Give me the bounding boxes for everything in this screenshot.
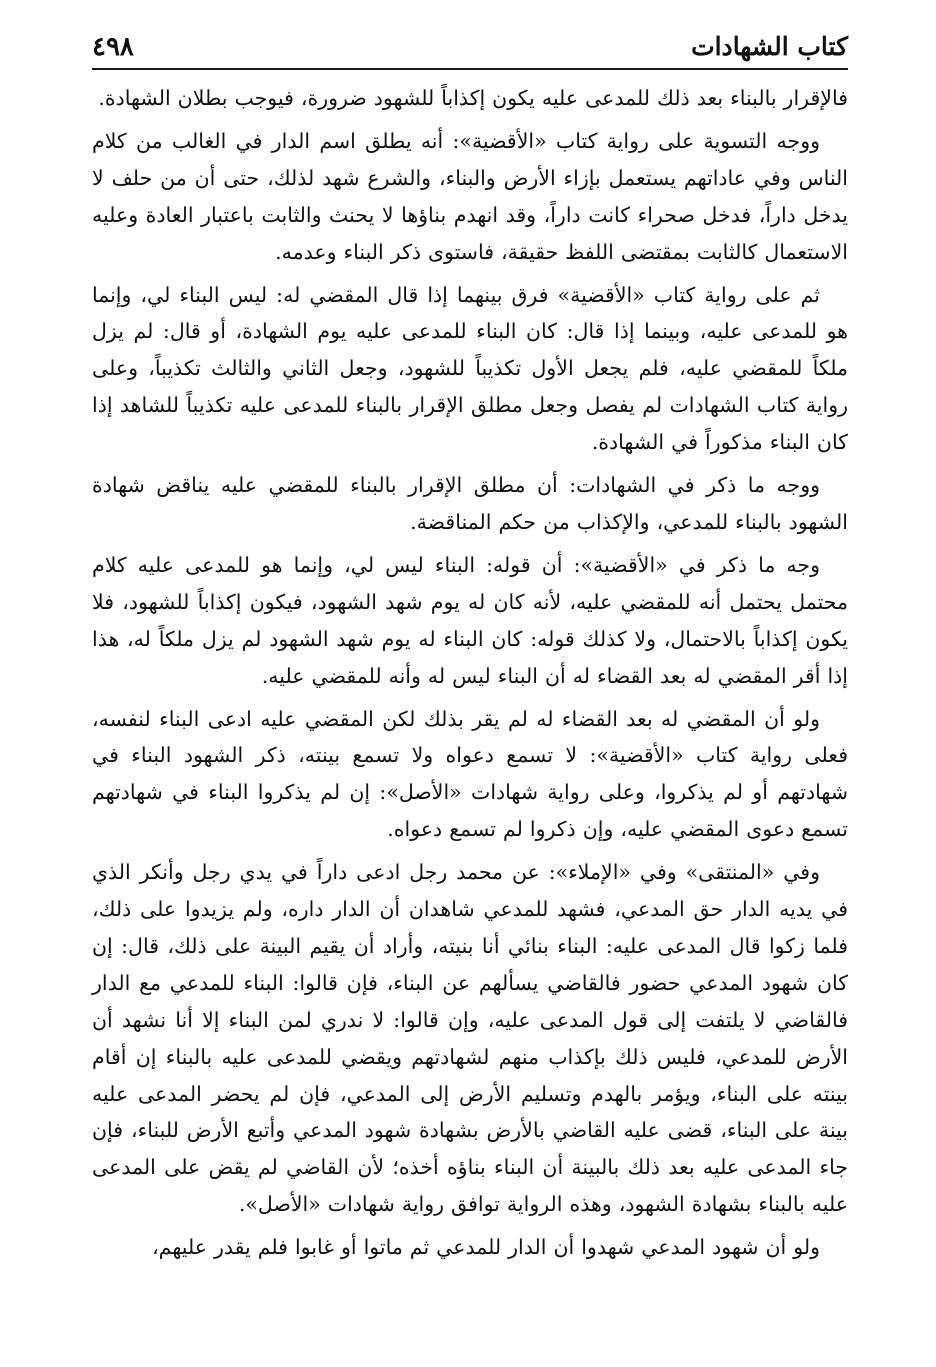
paragraph: ووجه ما ذكر في الشهادات: أن مطلق الإقرار بالبناء للمقضي عليه يناقض شهادة الشهود بالبناء للمدعي، والإكذاب من حكم المناقضة. [92,473,848,534]
running-header [92,28,848,70]
body-text [92,80,848,1266]
paragraph: ووجه التسوية على رواية كتاب «الأقضية»: أنه يطلق اسم الدار في الغالب من كلام الناس وفي عاداتهم يستعمل بإزاء الأرض والبناء، والشرع شهد لذلك، حتى أن من حلف لا يدخل داراً، فدخل صحراء كانت داراً، وقد انهدم بناؤها لا يحنث والثابت باعتبار العادة وعليه الاستعمال كالثابت بمقتضى اللفظ حقيقة، فاستوى ذكر البناء وعدمه. [92,128,848,264]
book-page [92,28,848,1348]
paragraph: وجه ما ذكر في «الأقضية»: أن قوله: البناء ليس لي، وإنما هو للمدعى عليه كلام محتمل يحتمل أنه للمقضي عليه، لأنه كان له يوم شهد الشهود، فيكون إكذاباً للشهود، فلا يكون إكذاباً بالاحتمال، ولا كذلك قوله: كان البناء له يوم شهد الشهود لم يزل ملكاً له، هذا إذا أقر المقضي له بعد القضاء له أن البناء ليس له وأنه للمقضي عليه. [92,552,848,688]
paragraph: ولو أن شهود المدعي شهدوا أن الدار للمدعي ثم ماتوا أو غابوا فلم يقدر عليهم، [152,1235,820,1260]
page-number: ٤٩٨ [92,32,134,62]
paragraph: ثم على رواية كتاب «الأقضية» فرق بينهما إذا قال المقضي له: ليس البناء لي، وإنما هو للمدعى عليه، وبينما إذا قال: كان البناء للمدعى عليه يوم الشهادة، أو قال: لم يزل ملكاً للمقضي عليه، فلم يجعل الأول تكذيباً للشهود، وجعل الثاني والثالث تكذيباً، وعلى رواية كتاب الشهادات لم يفصل وجعل مطلق الإقرار بالبناء للمدعى عليه تكذيباً للشاهد إذا كان البناء مذكوراً في الشهادة. [92,282,848,455]
paragraph: فالإقرار بالبناء بعد ذلك للمدعى عليه يكون إكذاباً للشهود ضرورة، فيوجب بطلان الشهادة. [98,86,848,110]
running-title: كتاب الشهادات [691,32,848,61]
paragraph: وفي «المنتقى» وفي «الإملاء»: عن محمد رجل ادعى داراً في يدي رجل وأنكر الذي في يديه الدار حق المدعي، فشهد للمدعي شاهدان أن الدار داره، ولم يزيدوا على ذلك، فلما زكوا قال المدعى عليه: البناء بنائي أنا بنيته، وأراد أن يقيم البينة على ذلك، قال: إن كان شهود المدعي حضور فالقاضي يسألهم عن البناء، فإن قالوا: البناء للمدعي مع الدار فالقاضي لا يلتفت إلى قول المدعى عليه، وإن قالوا: لا ندري لمن البناء إلا أنا نشهد أن الأرض للمدعي، فليس ذلك بإكذاب منهم لشهادتهم ويقضي للمدعى عليه بالبناء إن أقام بينته على البناء، ويؤمر بالهدم وتسليم الأرض إلى المدعي، فإن لم يحضر المدعى عليه بينة على البناء، قضى عليه القاضي بالأرض بشهادة شهود المدعي وأتبع الأرض للبناء، فإن جاء المدعى عليه بعد ذلك بالبينة أن البناء بناؤه أخذه؛ لأن القاضي لم يقض على المدعى عليه بالبناء بشهادة الشهود، وهذه الرواية توافق رواية شهادات «الأصل». [92,860,848,1217]
paragraph: ولو أن المقضي له بعد القضاء له لم يقر بذلك لكن المقضي عليه ادعى البناء لنفسه، فعلى رواية كتاب «الأقضية»: لا تسمع دعواه ولا تسمع بينته، ذكر الشهود البناء في شهادتهم أو لم يذكروا، وعلى رواية شهادات «الأصل»: إن لم يذكروا البناء في شهادتهم تسمع دعوى المقضي عليه، وإن ذكروا لم تسمع دعواه. [92,706,848,842]
